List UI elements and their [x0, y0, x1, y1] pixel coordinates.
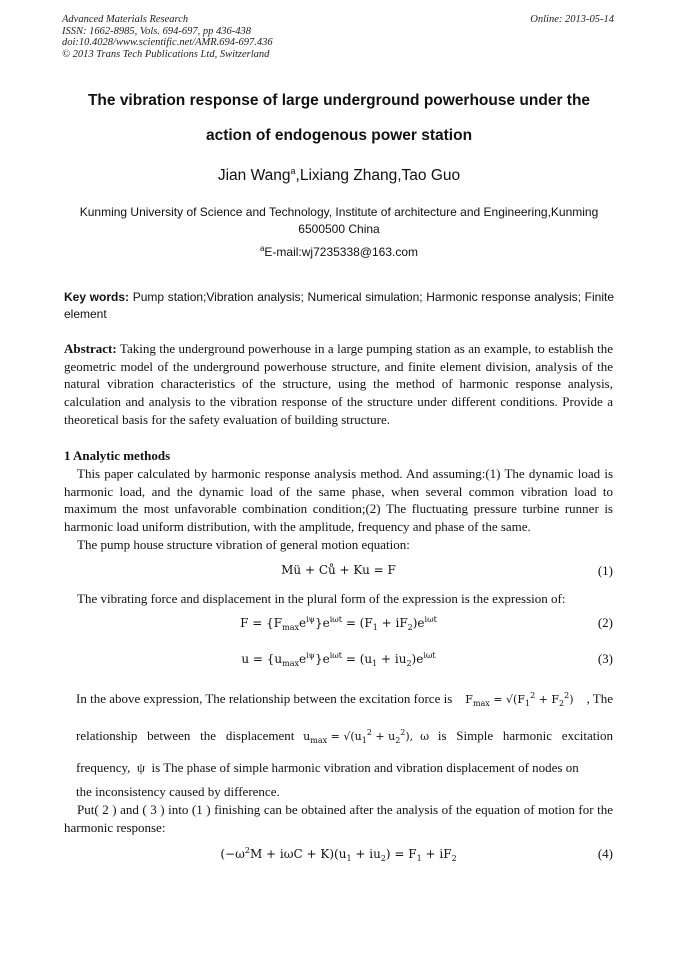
equation-2 — [64, 615, 613, 635]
section-1-line-4 — [76, 687, 613, 713]
line-5-text-a: relationship between the displacement — [76, 728, 295, 743]
journal-name: Advanced Materials Research — [62, 14, 189, 25]
equation-3-expression: $u = \{u_{max}e^{i\psi}\}e^{i\omega t} = (u_1 + iu_2)e^{i\omega t}$ — [241, 651, 436, 668]
journal-header — [62, 14, 273, 60]
abstract-label: Abstract: — [64, 341, 117, 356]
equation-4 — [64, 846, 613, 866]
equation-2-number: (2) — [597, 615, 613, 630]
section-1-paragraph-2: The pump house structure vibration of general motion equation: — [77, 537, 410, 552]
equation-1-expression: Mü + Ců + Ku = F — [281, 563, 396, 577]
online-date: Online: 2013-05-14 — [530, 14, 614, 25]
umax-expression: $u_{max} = √(u_1^2 + u_2^2)$, ω — [303, 728, 430, 745]
equation-3-number: (3) — [597, 651, 613, 666]
section-1-line-6: frequency, ψ is The phase of simple harmonic vibration and vibration displacement of nodes on — [76, 760, 579, 775]
section-1-line-7: the inconsistency caused by difference. — [76, 784, 280, 799]
journal-issn: ISSN: 1662-8985, Vols. 694-697, pp 436-438 — [62, 25, 251, 37]
author-list — [40, 166, 638, 185]
section-1-heading: 1 Analytic methods — [64, 448, 171, 463]
author-first: Jian Wang — [217, 167, 291, 185]
keywords-label: Key words: — [64, 290, 130, 304]
equation-2-expression: $F = \{F_{max}e^{i\psi}\}e^{i\omega t} = (F_1 + iF_2)e^{i\omega t}$ — [240, 615, 437, 632]
affiliation: Kunming University of Science and Technology, Institute of architecture and Engineering,Kunming 6500500 China — [79, 205, 599, 236]
abstract — [64, 340, 613, 429]
email-address[interactable]: E-mail:wj7235338@163.com — [264, 245, 419, 259]
title-line-1: The vibration response of large underground powerhouse under the — [87, 92, 591, 109]
abstract-text: Taking the underground powerhouse in a large pumping station as an example, to establish the geometric model of the underground powerhouse structure, and finite element division, analysis of the natural vibration characteristics of the structure, using the method of harmonic response analysis, calculation and analysis to the vibration response of the structure under different conditions. Provide a theoretical basis for the safety evaluation of building structure. — [64, 341, 613, 427]
keywords — [64, 289, 614, 323]
equation-4-number: (4) — [597, 846, 613, 861]
copyright-line: © 2013 Trans Tech Publications Ltd, Switzerland — [62, 48, 270, 60]
email-line — [40, 244, 638, 259]
equation-4-expression: $(-\omega^2M + i\omega C + K)(u_1 + iu_2) = F_1 + iF_2$ — [220, 846, 457, 863]
section-1-paragraph-3: The vibrating force and displacement in the plural form of the expression is the expression of: — [77, 591, 566, 606]
section-1-paragraph-1: This paper calculated by harmonic response analysis method. And assuming:(1) The dynamic load is harmonic load, and the dynamic load of the same phase, when several common vibration load to maximum the most unfavorable combination condition;(2) The fluctuating pressure turbine runner is harmonic load uniform distribution, with the amplitude, frequency and phase of the same. — [64, 466, 613, 535]
line-4-text-b: , The — [586, 691, 613, 706]
line-5-text-b: is Simple harmonic excitation — [437, 728, 613, 743]
author-first-affiliation-mark: a — [290, 166, 296, 176]
section-1-line-5 — [76, 724, 613, 750]
equation-1 — [64, 563, 613, 583]
keywords-text: Pump station;Vibration analysis; Numerical simulation; Harmonic response analysis; Finite element — [64, 290, 614, 321]
author-rest: ,Lixiang Zhang,Tao Guo — [295, 167, 461, 185]
line-4-text-a: In the above expression, The relationship between the excitation force is — [76, 691, 453, 706]
equation-1-number: (1) — [597, 563, 613, 578]
fmax-expression: $F_{max} = √(F_1^2 + F_2^2)$ — [465, 691, 574, 708]
email-mark: a — [259, 244, 265, 253]
section-1-paragraph-8: Put( 2 ) and ( 3 ) into (1 ) finishing can be obtained after the analysis of the equation of motion for the harmonic response: — [64, 802, 613, 835]
title-line-2: action of endogenous power station — [205, 127, 473, 144]
journal-doi[interactable]: doi:10.4028/www.scientific.net/AMR.694-697.436 — [62, 37, 273, 48]
equation-3 — [64, 651, 613, 671]
